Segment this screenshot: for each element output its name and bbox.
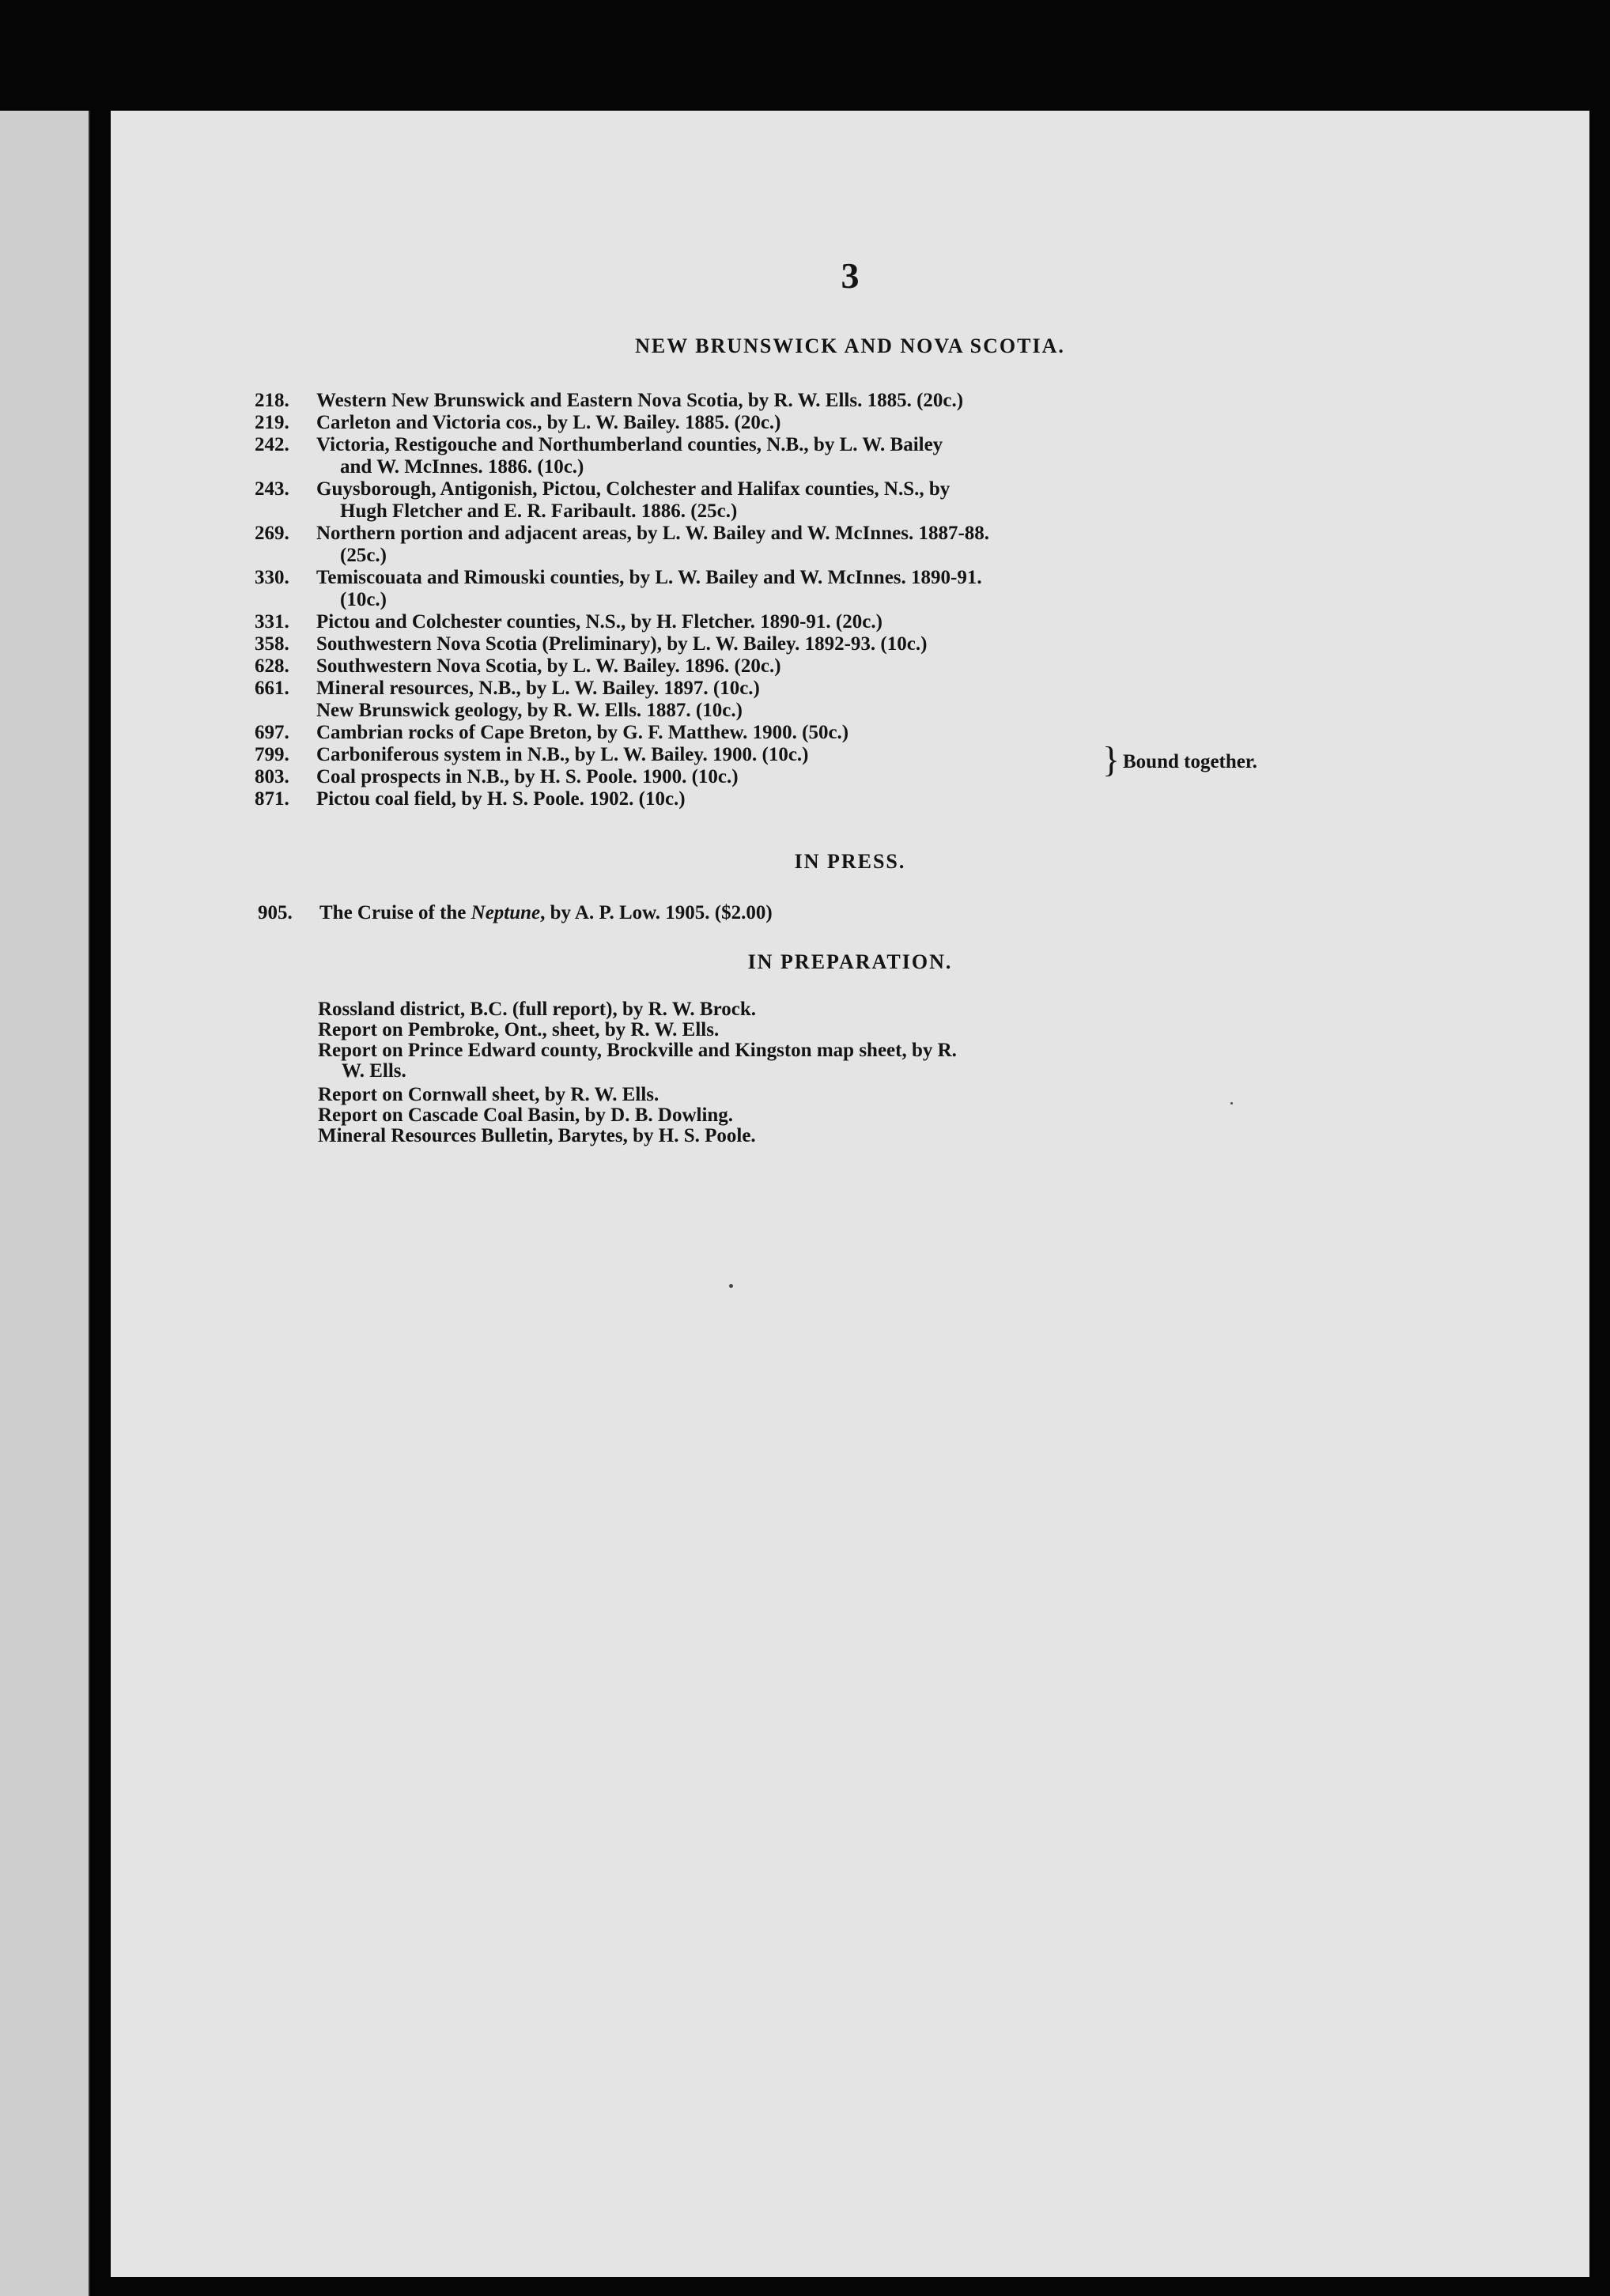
entry-text: Pictou coal field, by H. S. Poole. 1902. (10c.)	[316, 788, 686, 810]
entry-text-continued: (25c.)	[340, 545, 387, 566]
section-heading-nb-ns: NEW BRUNSWICK AND NOVA SCOTIA.	[635, 334, 1065, 357]
entry-number: 628.	[255, 655, 289, 677]
entry-text: New Brunswick geology, by R. W. Ells. 1887. (10c.)	[316, 700, 743, 721]
entry-text: Guysborough, Antigonish, Pictou, Colchester and Halifax counties, N.S., by	[316, 478, 951, 500]
entry-text: Pictou and Colchester counties, N.S., by H. Fletcher. 1890-91. (20c.)	[316, 611, 882, 633]
entry-number: 218.	[255, 390, 289, 411]
entry-text: Southwestern Nova Scotia (Preliminary), by L. W. Bailey. 1892-93. (10c.)	[316, 633, 928, 655]
entry-number: 358.	[255, 633, 289, 655]
entry-text: Carleton and Victoria cos., by L. W. Bailey. 1885. (20c.)	[316, 412, 781, 433]
entry-text-continued: Hugh Fletcher and E. R. Faribault. 1886. (25c.)	[340, 500, 738, 522]
entry-number: 871.	[255, 788, 289, 810]
list-item: Rossland district, B.C. (full report), by R. W. Brock.	[318, 999, 756, 1020]
paper-speck	[1230, 1102, 1233, 1105]
entry-number: 242.	[255, 434, 289, 455]
entry-number: 219.	[255, 412, 289, 433]
entry-number: 331.	[255, 611, 289, 633]
entry-text: Carboniferous system in N.B., by L. W. Bailey. 1900. (10c.)	[316, 744, 809, 765]
entry-text: Mineral resources, N.B., by L. W. Bailey. 1897. (10c.)	[316, 678, 760, 699]
list-item: Report on Cornwall sheet, by R. W. Ells.	[318, 1084, 659, 1105]
paper-speck	[729, 1284, 733, 1288]
document-page	[111, 111, 1589, 2277]
entry-text: Victoria, Restigouche and Northumberland counties, N.B., by L. W. Bailey	[316, 434, 943, 455]
entry-text: The Cruise of the Neptune, by A. P. Low. 1905. ($2.00)	[319, 902, 773, 923]
entry-text: Southwestern Nova Scotia, by L. W. Bailey. 1896. (20c.)	[316, 655, 781, 677]
ship-name: Neptune	[471, 902, 541, 923]
list-item-continuation: W. Ells.	[342, 1060, 406, 1082]
bracket-brace: }	[1102, 739, 1121, 780]
entry-text: Temiscouata and Rimouski counties, by L. W. Bailey and W. McInnes. 1890-91.	[316, 567, 982, 588]
entry-number: 697.	[255, 722, 289, 743]
entry-number: 799.	[255, 744, 289, 765]
list-item: Report on Pembroke, Ont., sheet, by R. W. Ells.	[318, 1019, 720, 1040]
entry-number: 905.	[258, 902, 293, 923]
entry-text-continued: (10c.)	[340, 589, 387, 610]
entry-text: Northern portion and adjacent areas, by L. W. Bailey and W. McInnes. 1887-88.	[316, 523, 990, 544]
entry-text-continued: and W. McInnes. 1886. (10c.)	[340, 456, 584, 478]
entry-number: 330.	[255, 567, 289, 588]
entry-text: Cambrian rocks of Cape Breton, by G. F. Matthew. 1900. (50c.)	[316, 722, 849, 743]
entry-number: 269.	[255, 523, 289, 544]
entry-text: Coal prospects in N.B., by H. S. Poole. 1900. (10c.)	[316, 766, 739, 787]
entry-number: 661.	[255, 678, 289, 699]
entry-text: Western New Brunswick and Eastern Nova Scotia, by R. W. Ells. 1885. (20c.)	[316, 390, 964, 411]
list-item: Mineral Resources Bulletin, Barytes, by H. S. Poole.	[318, 1125, 756, 1146]
section-heading-in-preparation: IN PREPARATION.	[747, 950, 953, 973]
entry-number: 243.	[255, 478, 289, 500]
list-item: Report on Prince Edward county, Brockville and Kingston map sheet, by R.	[318, 1040, 957, 1061]
previous-page-edge	[0, 111, 90, 2296]
list-item: Report on Cascade Coal Basin, by D. B. Dowling.	[318, 1105, 734, 1126]
entry-number: 803.	[255, 766, 289, 787]
bound-together-note: Bound together.	[1123, 751, 1257, 772]
section-heading-in-press: IN PRESS.	[794, 850, 906, 873]
page-number: 3	[841, 255, 860, 296]
